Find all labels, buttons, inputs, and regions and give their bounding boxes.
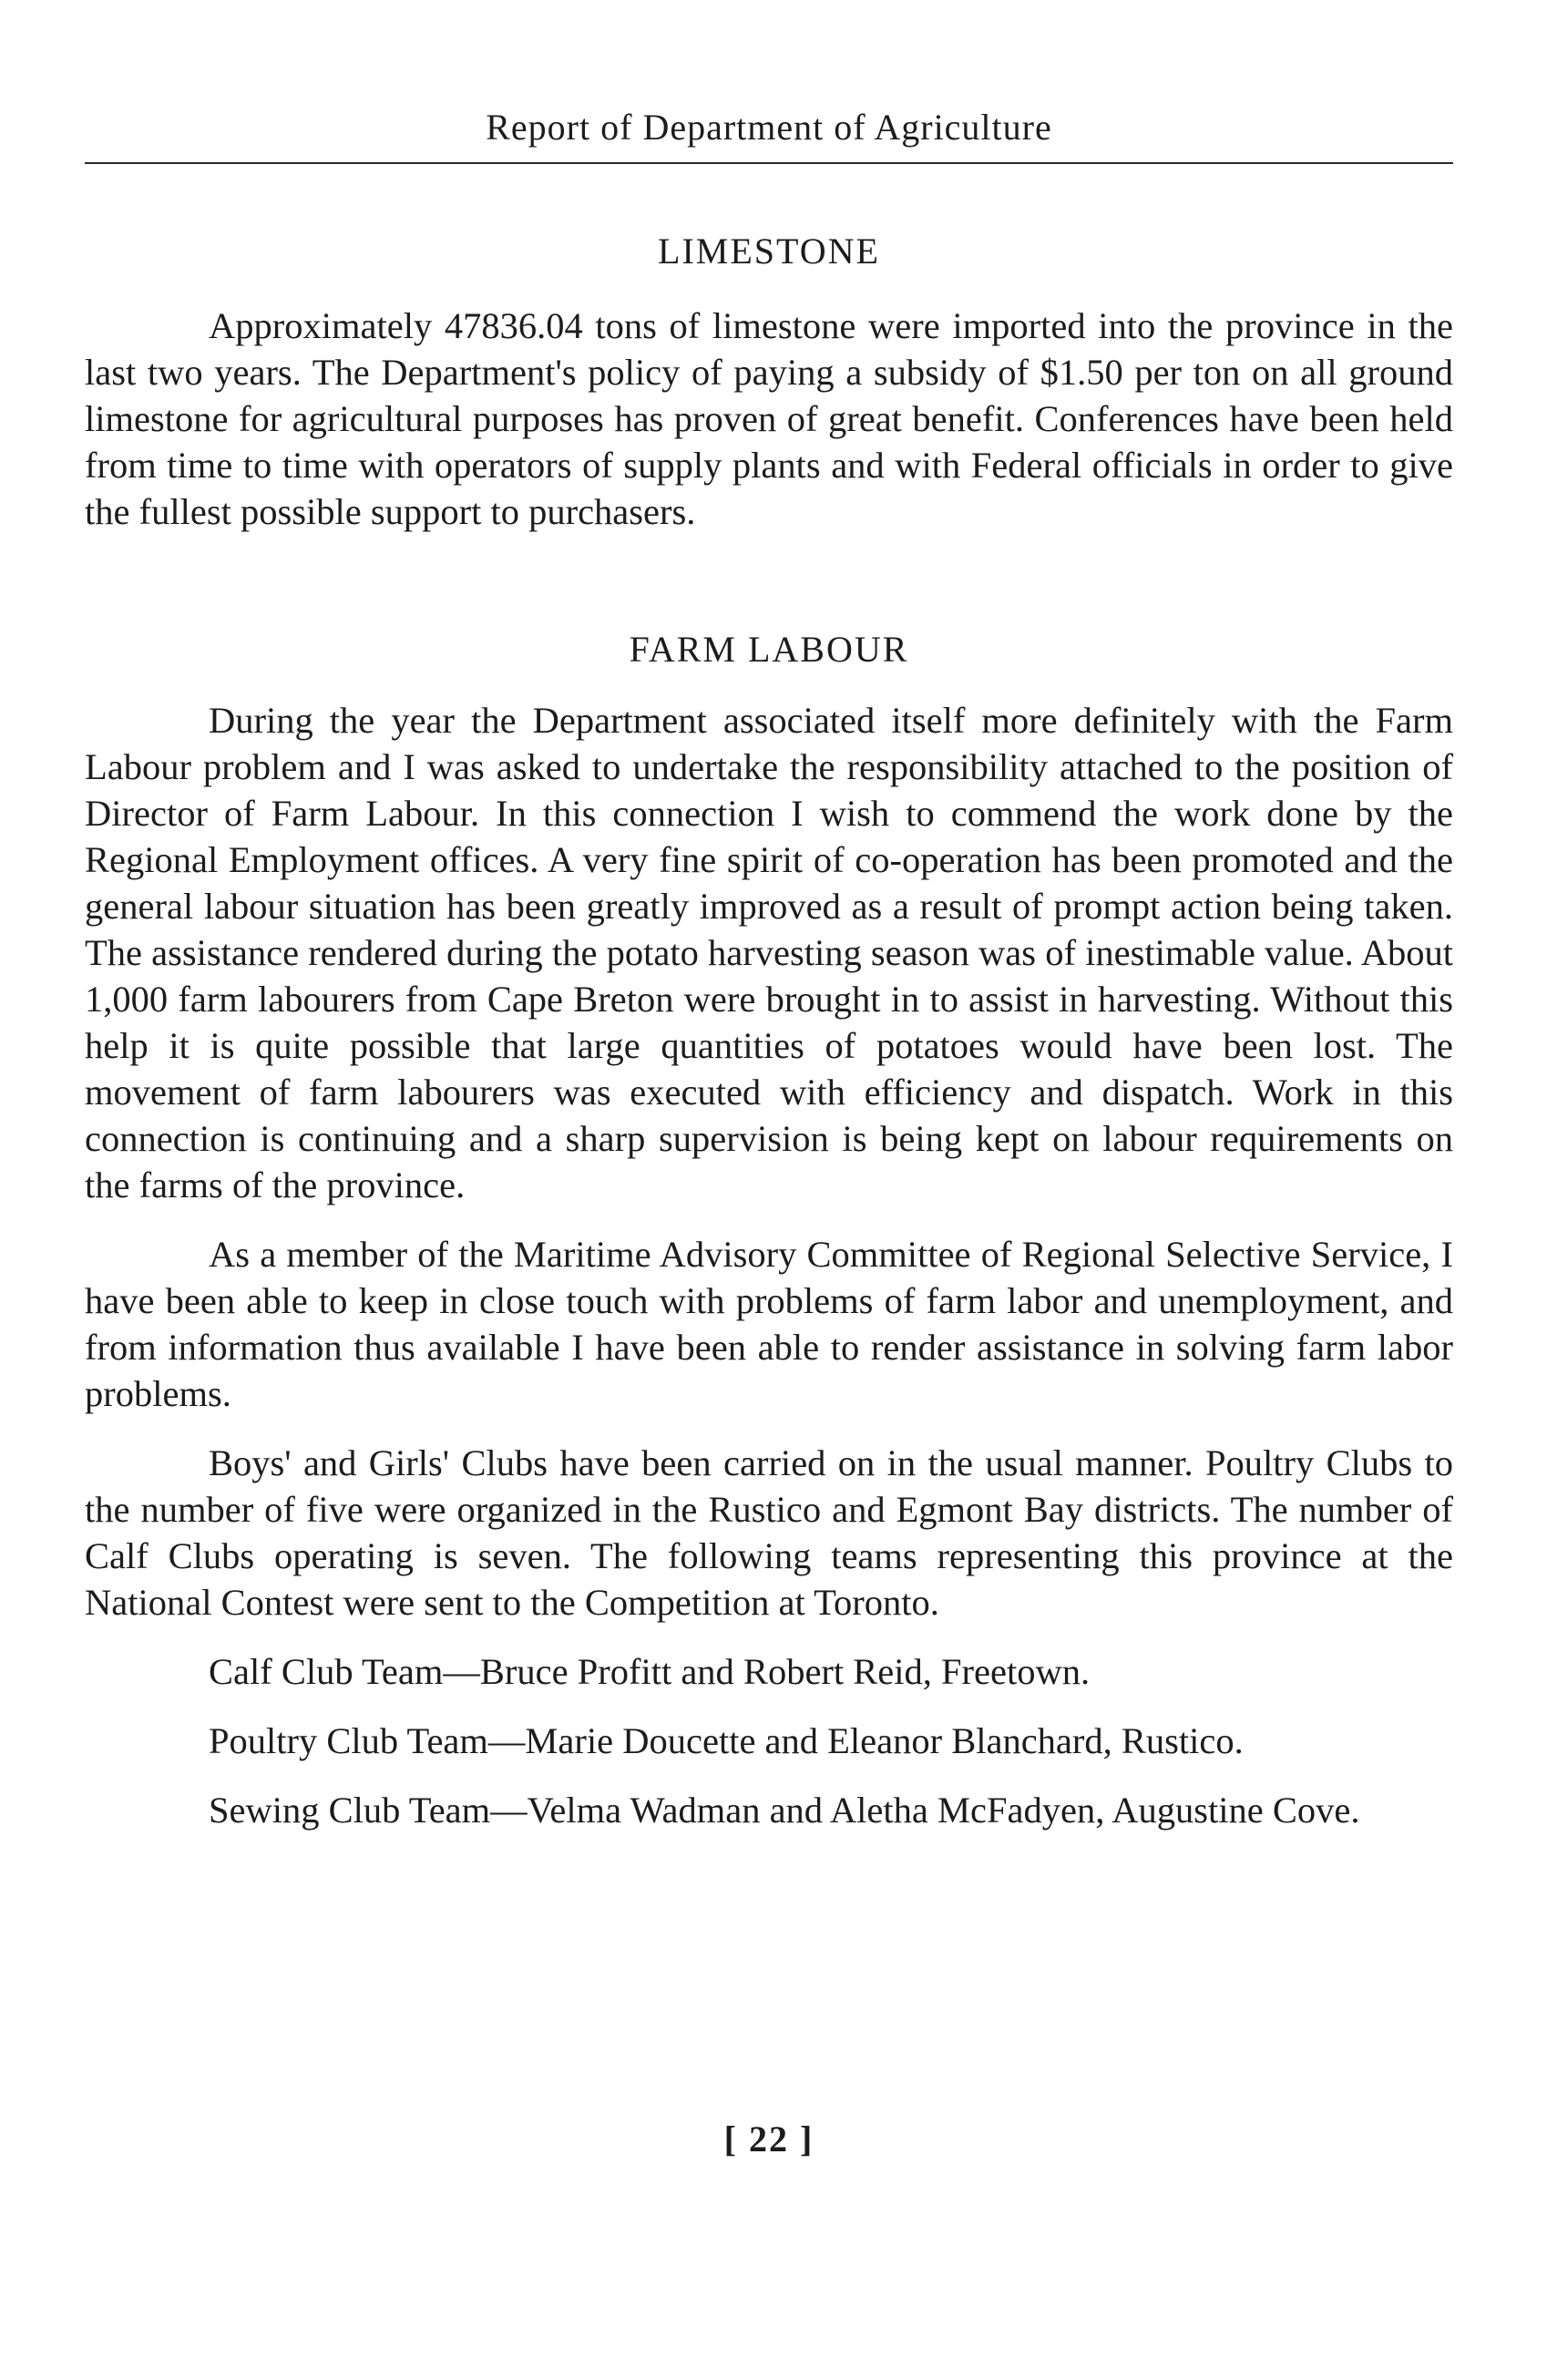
farm-labour-section xyxy=(85,697,1453,1833)
limestone-section xyxy=(85,303,1453,535)
clubs-paragraph: Boys' and Girls' Clubs have been carried on in the usual manner. Poultry Clubs to the number of five were organized in the Rustico and Egmont Bay districts. The number of Calf Clubs operating is seven. The following teams representing this province at the National Contest were sent to the Competition at Toronto. xyxy=(85,1442,1453,1623)
limestone-paragraph: Approximately 47836.04 tons of limestone were imported into the province in the last two years. The Department's policy of paying a subsidy of $1.50 per ton on all ground limestone for agricultural purposes has proven of great benefit. Conferences have been held from time to time with operators of supply plants and with Federal officials in order to give the fullest possible support to purchasers. xyxy=(85,305,1453,532)
running-header: Report of Department of Agriculture xyxy=(486,107,1052,148)
selective-service-paragraph: As a member of the Maritime Advisory Committee of Regional Selective Service, I have been able to keep in close touch with problems of farm labor and unemployment, and from information thus available I have been able to render assistance in solving farm labor problems. xyxy=(85,1234,1453,1414)
poultry-club-team-paragraph: Poultry Club Team—Marie Doucette and Eleanor Blanchard, Rustico. xyxy=(209,1720,1244,1761)
header-rule xyxy=(85,162,1453,164)
farm-labour-heading: FARM LABOUR xyxy=(629,629,909,670)
calf-club-team-paragraph: Calf Club Team—Bruce Profitt and Robert Reid, Freetown. xyxy=(209,1651,1091,1692)
farm-labour-paragraph: During the year the Department associated itself more definitely with the Farm Labour problem and I was asked to undertake the responsibility attached to the position of Director of Farm Labour. In this connection I wish to commend the work done by the Regional Employment offices. A very fine spirit of co-operation has been promoted and the general labour situation has been greatly improved as a result of prompt action being taken. The assistance rendered during the potato harvesting season was of inestimable value. About 1,000 farm labourers from Cape Breton were brought in to assist in harvesting. Without this help it is quite possible that large quantities of potatoes would have been lost. The movement of farm labourers was executed with efficiency and dispatch. Work in this connection is continuing and a sharp supervision is being kept on labour requirements on the farms of the province. xyxy=(85,700,1453,1205)
limestone-heading: LIMESTONE xyxy=(658,231,880,272)
sewing-club-team-paragraph: Sewing Club Team—Velma Wadman and Aletha McFadyen, Augustine Cove. xyxy=(209,1790,1360,1831)
page-number: [ 22 ] xyxy=(723,2118,814,2159)
